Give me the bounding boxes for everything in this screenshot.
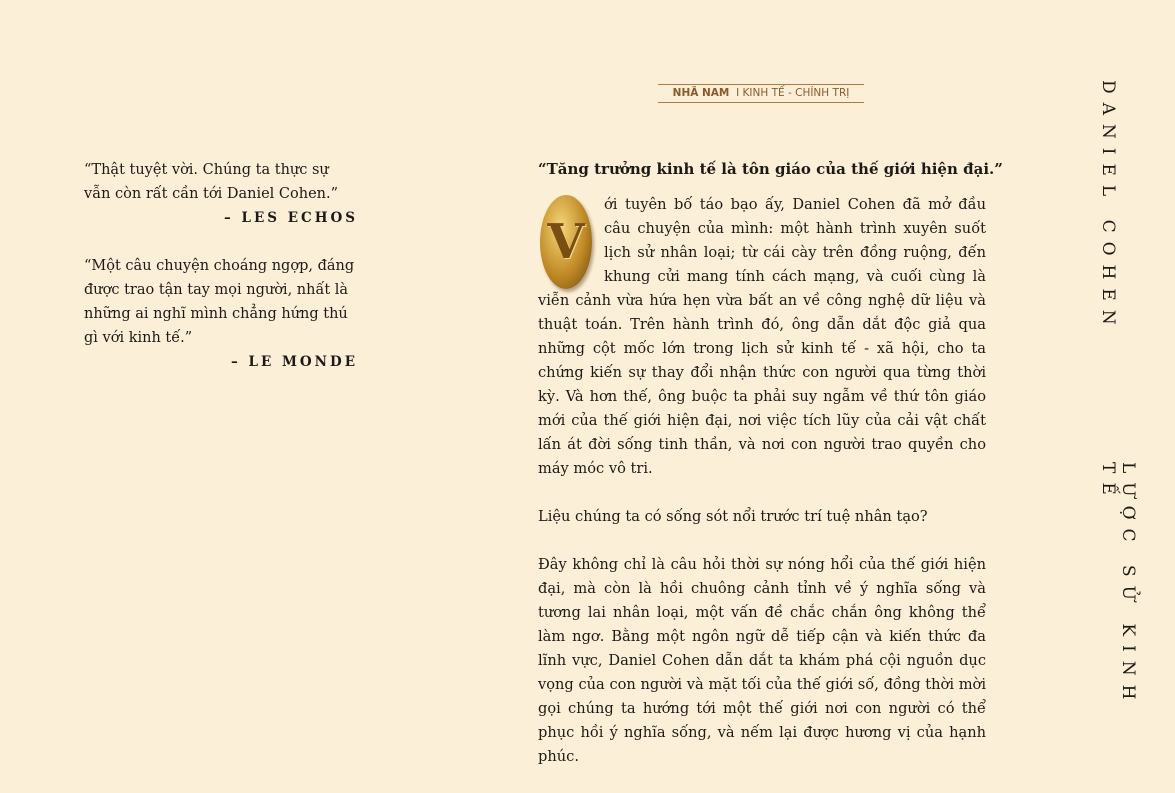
blurb bbox=[538, 157, 1003, 793]
blurb-question: Liệu chúng ta có sống sót nổi trước trí tuệ nhân tạo? bbox=[538, 508, 928, 525]
blurb-paragraph bbox=[538, 193, 986, 481]
review-list bbox=[84, 158, 358, 398]
review-quote: “Thật tuyệt vời. Chúng ta thực sự vẫn còn rất cần tới Daniel Cohen.” bbox=[84, 162, 339, 202]
review-quote: “Một câu chuyện choáng ngợp, đáng được trao tận tay mọi người, nhất là những ai nghĩ mình chẳng hứng thú gì với kinh tế.” bbox=[84, 258, 355, 346]
drop-cap-coin-icon: V bbox=[540, 195, 592, 289]
publisher-category: KINH TẾ - CHÍNH TRỊ bbox=[742, 87, 850, 99]
publisher-separator: I bbox=[736, 87, 740, 99]
blurb-headline: “Tăng trưởng kinh tế là tôn giáo của thế giới hiện đại.” bbox=[538, 160, 1003, 178]
publisher-label bbox=[658, 84, 864, 103]
blurb-paragraph: Đây không chỉ là câu hỏi thời sự nóng hổi của thế giới hiện đại, mà còn là hồi chuông cảnh tỉnh về ý nghĩa sống và tương lai nhân loại, một vấn đề chắc chắn ông không thể làm ngơ. Bằng một ngôn ngữ dễ tiếp cận và kiến thức đa lĩnh vực, Daniel Cohen dẫn dắt ta khám phá cội nguồn dục vọng của con người và mặt tối của thế giới số, đồng thời mời gọi chúng ta hướng tới một thế giới nơi con người có thể phục hồi ý nghĩa sống, và nếm lại được hương vị của hạnh phúc. bbox=[538, 556, 986, 765]
review-source: – LES ECHOS bbox=[224, 210, 358, 226]
review-source: – LE MONDE bbox=[231, 354, 358, 370]
review bbox=[84, 254, 358, 374]
spine-author: DANIEL COHEN bbox=[1098, 80, 1118, 334]
publisher-brand: NHÃ NAM bbox=[672, 87, 730, 99]
spine-title: LƯỢC SỬ KINH TẾ bbox=[1098, 462, 1138, 709]
review bbox=[84, 158, 358, 230]
blurb-paragraph-text: ới tuyên bố táo bạo ấy, Daniel Cohen đã mở đầu câu chuyện của mình: một hành trình xuyên suốt lịch sử nhân loại; từ cái cày trên đồng ruộng, đến khung cửi mang tính cách mạng, và cuối cùng là viễn cảnh vừa hứa hẹn vừa bất an về công nghệ dữ liệu và thuật toán. Trên hành trình đó, ông dẫn dắt độc giả qua những cột mốc lớn trong lịch sử kinh tế - xã hội, cho ta chứng kiến sự thay đổi nhận thức con người qua từng thời kỳ. Và hơn thế, ông buộc ta phải suy ngẫm về thứ tôn giáo mới của thế giới hiện đại, nơi việc tích lũy của cải vật chất lấn át đời sống tinh thần, và nơi con người trao quyền cho máy móc vô tri. bbox=[538, 196, 986, 477]
